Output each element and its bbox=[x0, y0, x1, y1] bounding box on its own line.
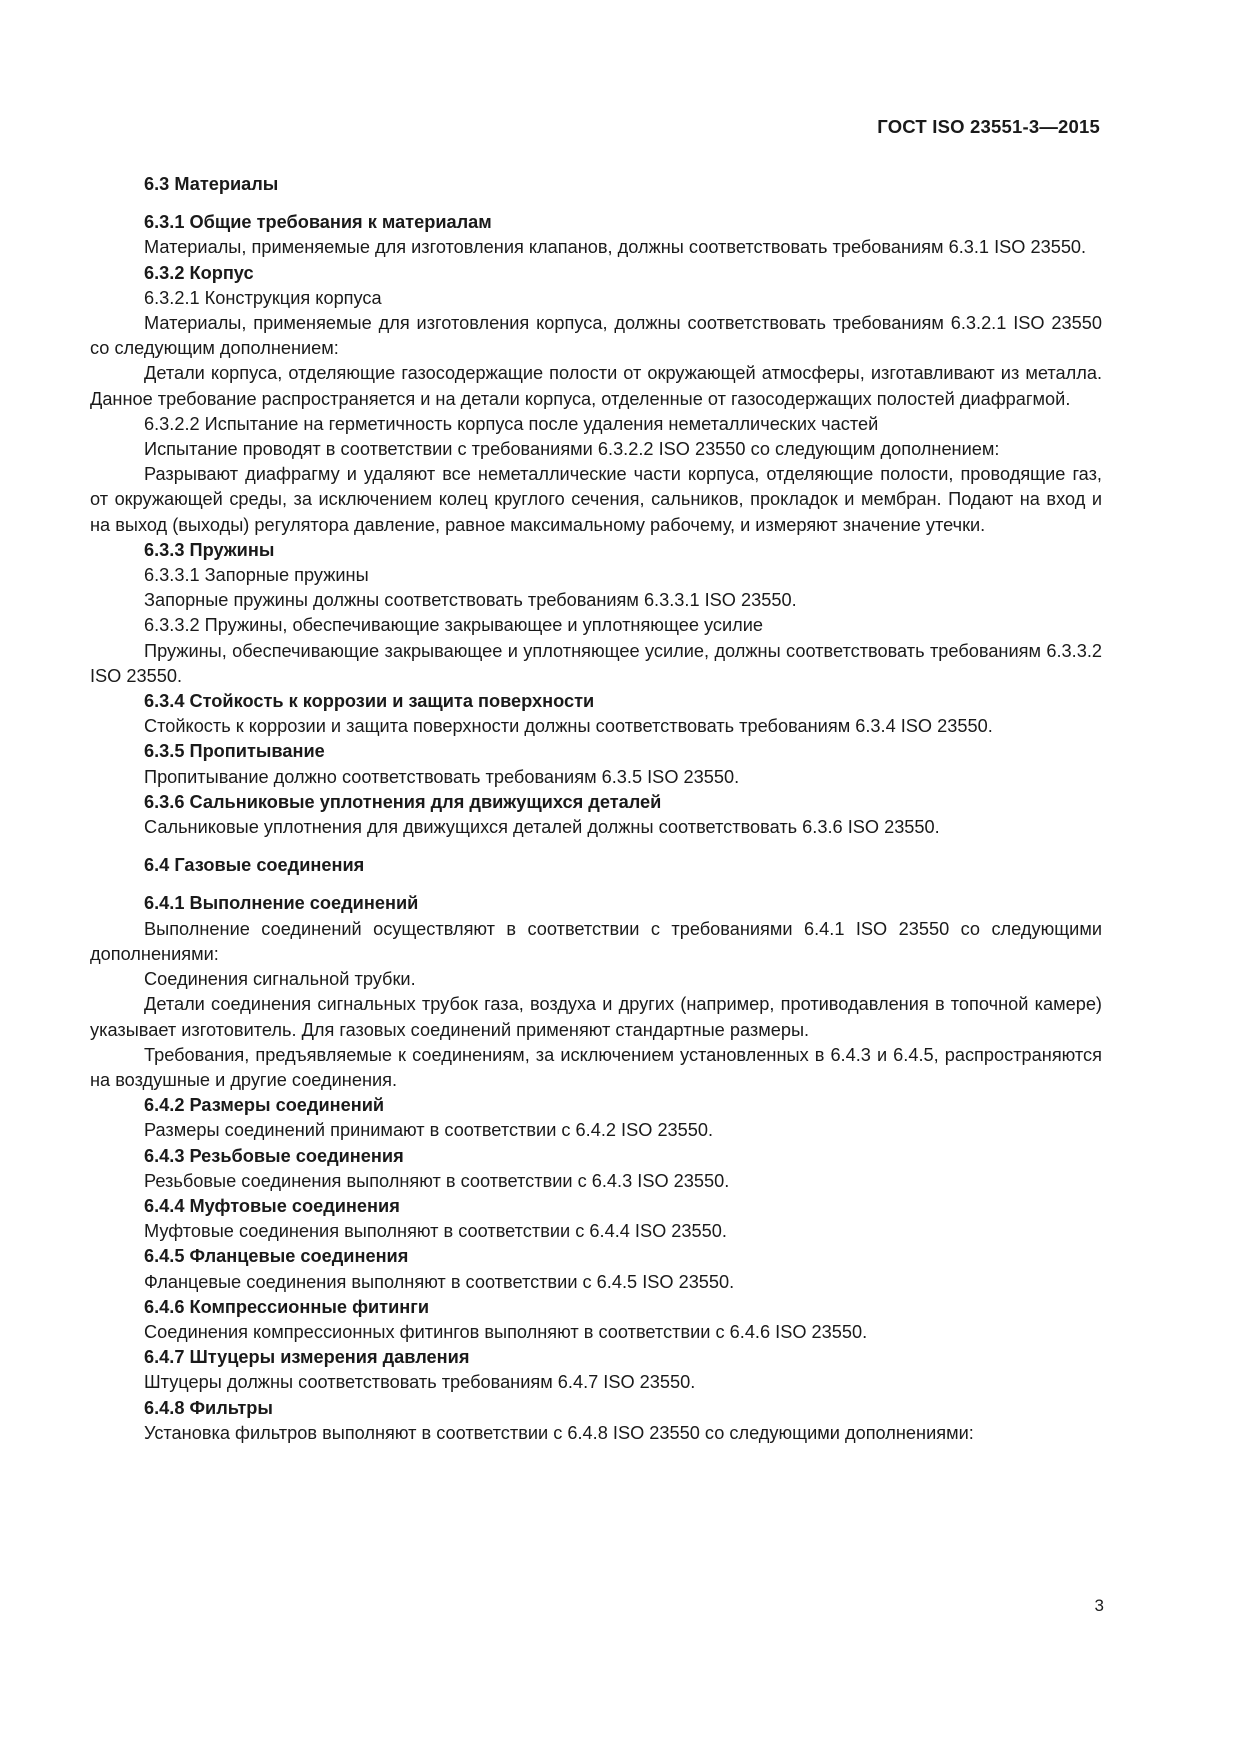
section-heading: 6.3.3 Пружины bbox=[144, 539, 275, 560]
body-paragraph: Испытание проводят в соответствии с требованиями 6.3.2.2 ISO 23550 со следующим дополнением: bbox=[144, 439, 1000, 460]
body-paragraph: Резьбовые соединения выполняют в соответствии с 6.4.3 ISO 23550. bbox=[144, 1170, 730, 1191]
section-heading: 6.4 Газовые соединения bbox=[144, 855, 365, 876]
section-heading: 6.4.4 Муфтовые соединения bbox=[144, 1195, 400, 1216]
body-paragraph: Разрывают диафрагму и удаляют все неметаллические части корпуса, отделяющие полости, проводящие газ, от окружающей среды, за исключением колец круглого сечения, сальников, прокладок и мембран. Подают на вход и на выход (выходы) регулятора давление, равное максимальному рабочему, и измеряют значение утечки. bbox=[90, 464, 1102, 535]
document-body bbox=[90, 172, 1102, 1446]
section-heading: 6.3.5 Пропитывание bbox=[144, 741, 325, 762]
body-paragraph: Требования, предъявляемые к соединениям, за исключением установленных в 6.4.3 и 6.4.5, распространяются на воздушные и другие соединения. bbox=[90, 1044, 1102, 1090]
body-paragraph: Муфтовые соединения выполняют в соответствии с 6.4.4 ISO 23550. bbox=[144, 1221, 727, 1242]
section-heading: 6.3.6 Сальниковые уплотнения для движущихся деталей bbox=[144, 791, 662, 812]
section-heading: 6.4.6 Компрессионные фитинги bbox=[144, 1296, 430, 1317]
section-heading: 6.4.2 Размеры соединений bbox=[144, 1095, 385, 1116]
body-paragraph: Выполнение соединений осуществляют в соответствии с требованиями 6.4.1 ISO 23550 со следующими дополнениями: bbox=[90, 918, 1102, 964]
section-heading: 6.3.2 Корпус bbox=[144, 262, 254, 283]
body-paragraph: Материалы, применяемые для изготовления клапанов, должны соответствовать требованиям 6.3.1 ISO 23550. bbox=[144, 237, 1087, 258]
body-paragraph: Соединения сигнальной трубки. bbox=[144, 969, 416, 990]
body-paragraph: Сальниковые уплотнения для движущихся деталей должны соответствовать 6.3.6 ISO 23550. bbox=[144, 817, 940, 838]
body-paragraph: Детали соединения сигнальных трубок газа, воздуха и других (например, противодавления в топочной камере) указывает изготовитель. Для газовых соединений применяют стандартные размеры. bbox=[90, 994, 1102, 1040]
document-code: ГОСТ ISO 23551-3—2015 bbox=[877, 116, 1100, 137]
body-paragraph: 6.3.2.1 Конструкция корпуса bbox=[144, 287, 382, 308]
body-paragraph: Пропитывание должно соответствовать требованиям 6.3.5 ISO 23550. bbox=[144, 766, 740, 787]
body-paragraph: Установка фильтров выполняют в соответствии с 6.4.8 ISO 23550 со следующими дополнениями: bbox=[144, 1422, 974, 1443]
body-paragraph: 6.3.3.2 Пружины, обеспечивающие закрывающее и уплотняющее усилие bbox=[144, 615, 764, 636]
body-paragraph: Стойкость к коррозии и защита поверхности должны соответствовать требованиям 6.3.4 ISO 23550. bbox=[144, 716, 993, 737]
section-heading: 6.4.7 Штуцеры измерения давления bbox=[144, 1347, 470, 1368]
body-paragraph: Размеры соединений принимают в соответствии с 6.4.2 ISO 23550. bbox=[144, 1120, 714, 1141]
body-paragraph: Материалы, применяемые для изготовления корпуса, должны соответствовать требованиям 6.3.2.1 ISO 23550 со следующим дополнением: bbox=[90, 313, 1102, 359]
page-number: 3 bbox=[1094, 1596, 1104, 1615]
section-heading: 6.4.8 Фильтры bbox=[144, 1397, 273, 1418]
body-paragraph: Запорные пружины должны соответствовать требованиям 6.3.3.1 ISO 23550. bbox=[144, 590, 797, 611]
section-heading: 6.3 Материалы bbox=[144, 174, 279, 194]
body-paragraph: Соединения компрессионных фитингов выполняют в соответствии с 6.4.6 ISO 23550. bbox=[144, 1321, 868, 1342]
section-heading: 6.3.1 Общие требования к материалам bbox=[144, 212, 492, 233]
body-paragraph: Штуцеры должны соответствовать требованиям 6.4.7 ISO 23550. bbox=[144, 1372, 696, 1393]
section-heading: 6.4.1 Выполнение соединений bbox=[144, 893, 419, 914]
body-paragraph: Пружины, обеспечивающие закрывающее и уплотняющее усилие, должны соответствовать требованиям 6.3.3.2 ISO 23550. bbox=[90, 640, 1102, 686]
body-paragraph: 6.3.2.2 Испытание на герметичность корпуса после удаления неметаллических частей bbox=[144, 413, 879, 434]
body-paragraph: Фланцевые соединения выполняют в соответствии с 6.4.5 ISO 23550. bbox=[144, 1271, 735, 1292]
section-heading: 6.3.4 Стойкость к коррозии и защита поверхности bbox=[144, 691, 595, 712]
body-paragraph: 6.3.3.1 Запорные пружины bbox=[144, 565, 369, 586]
section-heading: 6.4.3 Резьбовые соединения bbox=[144, 1145, 404, 1166]
section-heading: 6.4.5 Фланцевые соединения bbox=[144, 1246, 409, 1267]
body-paragraph: Детали корпуса, отделяющие газосодержащие полости от окружающей атмосферы, изготавливают из металла. Данное требование распространяется и на детали корпуса, отделенные от газосодержащих полостей диафрагмой. bbox=[90, 363, 1102, 409]
